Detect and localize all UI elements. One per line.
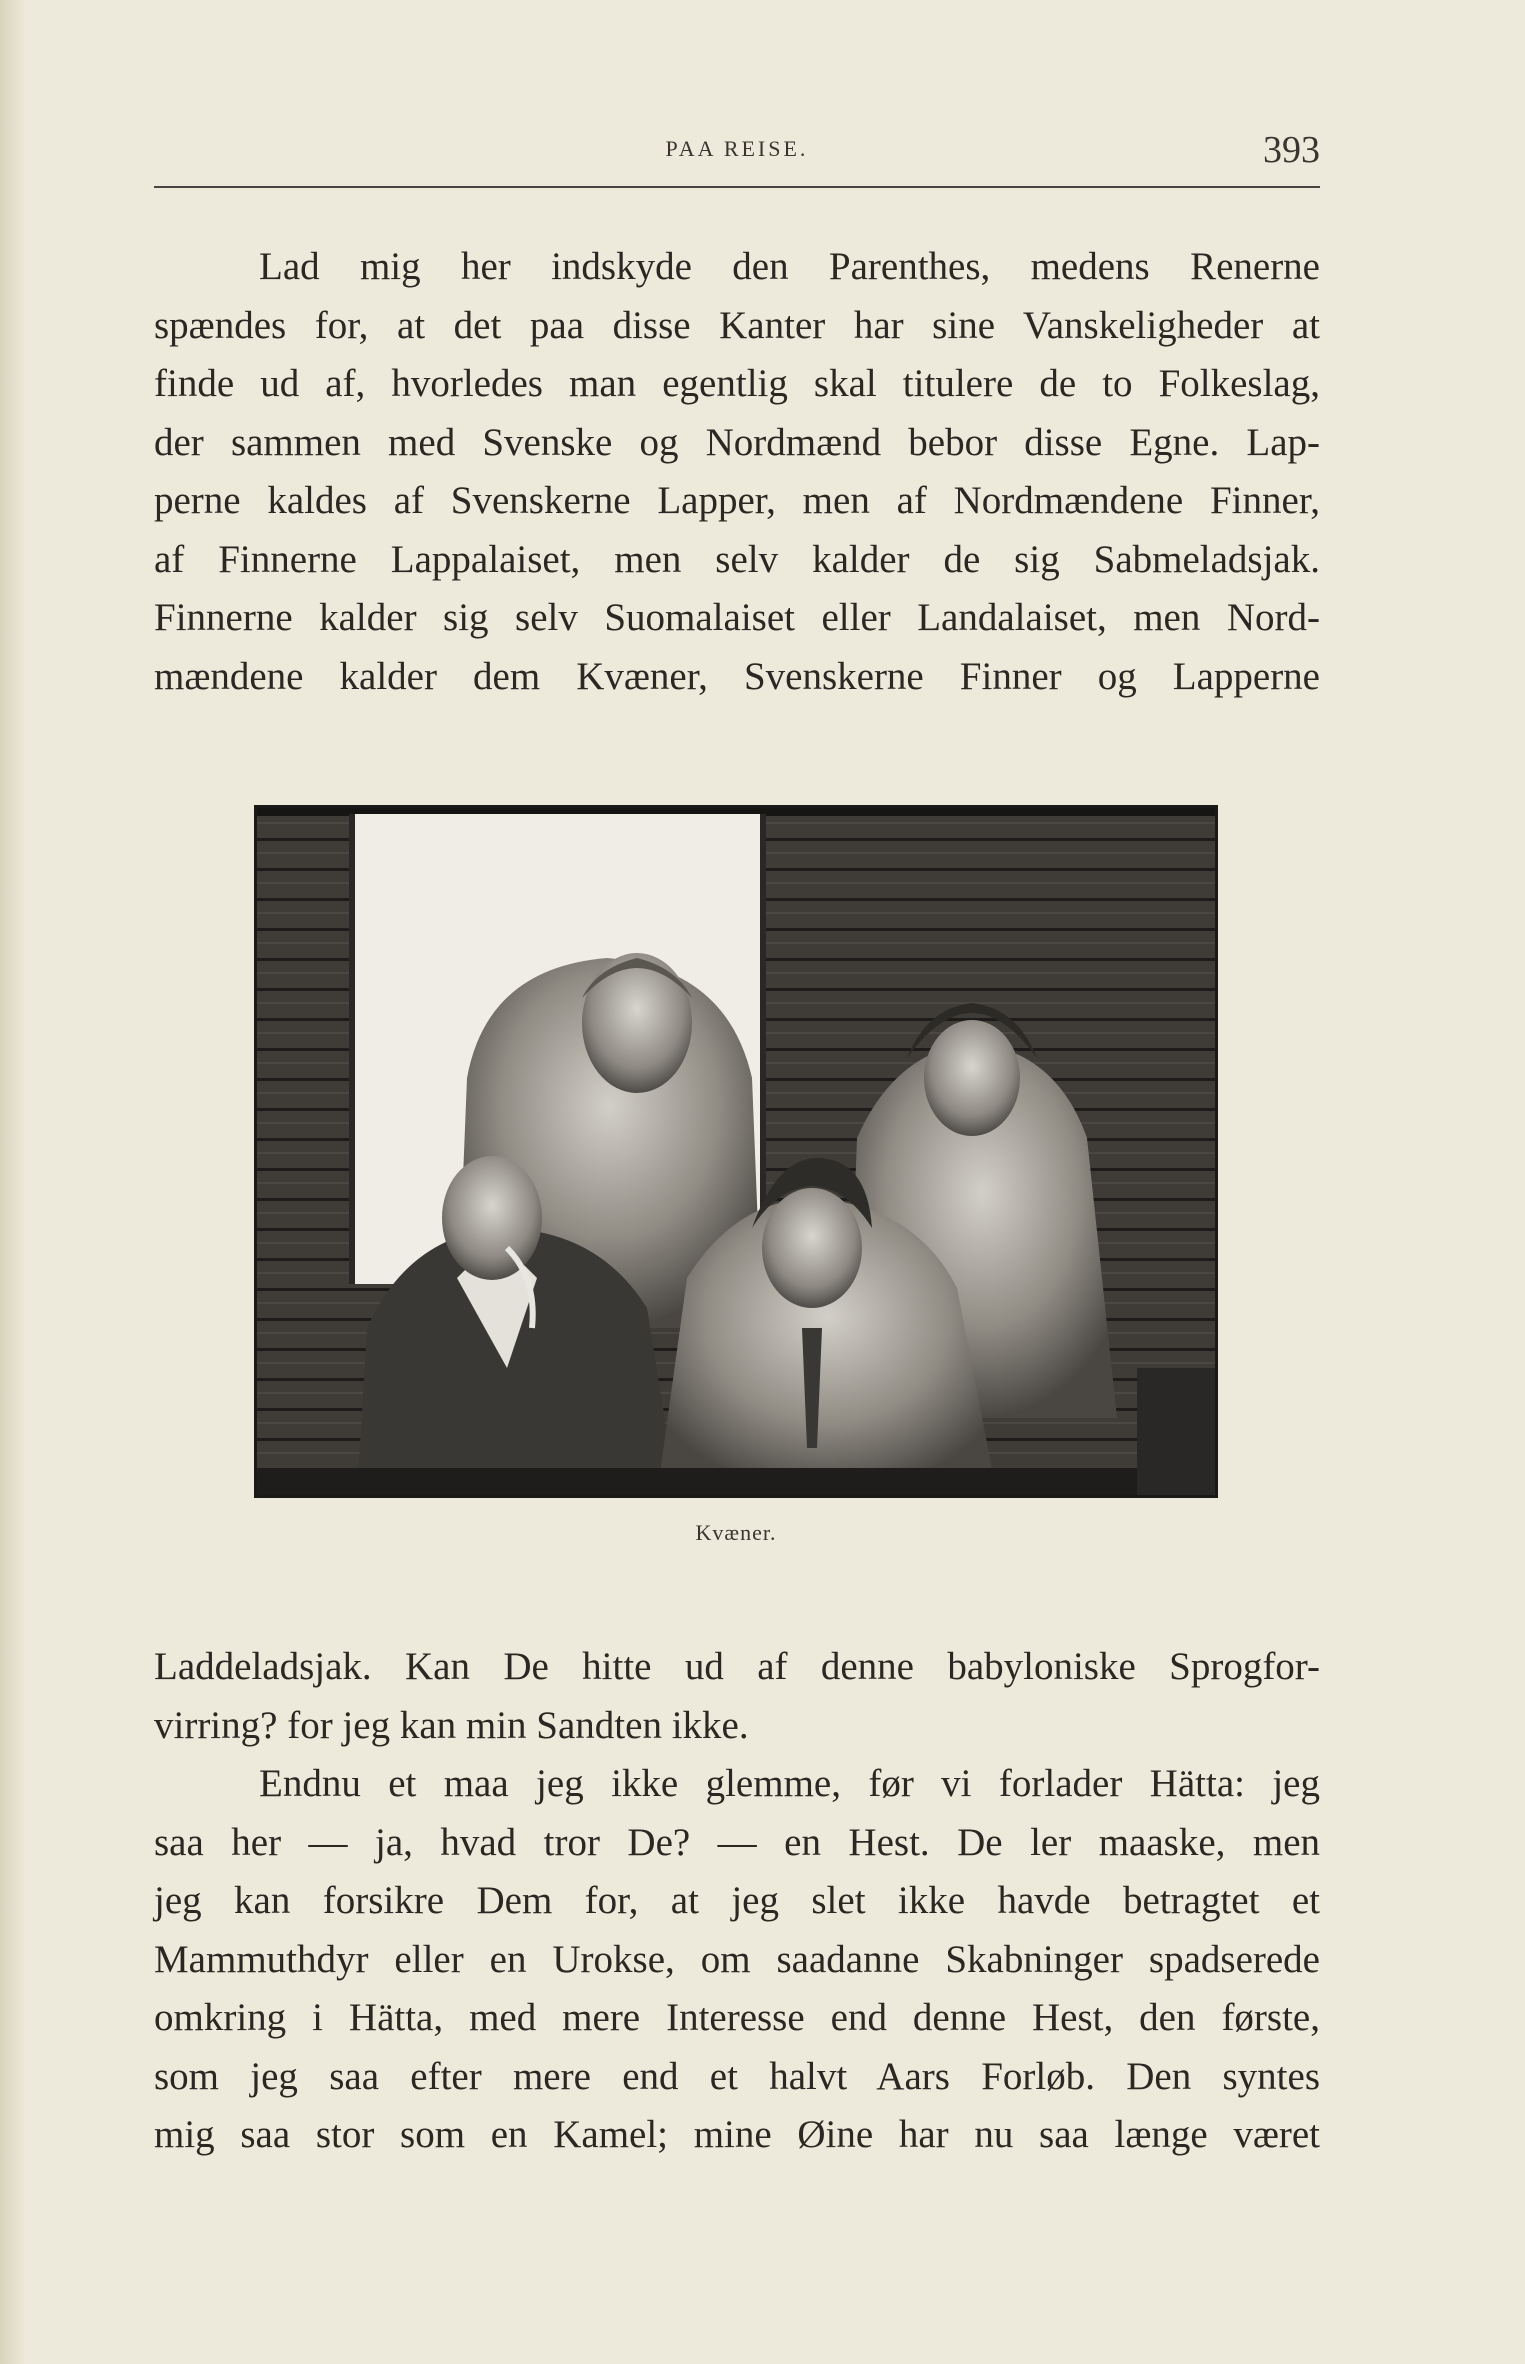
photo-illustration (257, 808, 1215, 1495)
text-line: spændes for, at det paa disse Kanter har sine Vanskeligheder at (154, 303, 1320, 347)
paragraph-continuation-and-2 (154, 1638, 1320, 2165)
figure (254, 805, 1218, 1545)
running-title: PAA REISE. (665, 136, 809, 161)
text-line: finde ud af, hvorledes man egentlig skal titulere de to Folkeslag, (154, 362, 1320, 405)
page-edge-shadow (0, 0, 26, 2364)
text-line: Mammuthdyr eller en Urokse, om saadanne Skabninger spadserede (154, 1937, 1320, 1981)
text-line: jeg kan forsikre Dem for, at jeg slet ikke havde betragtet et (154, 1879, 1320, 1922)
text-line: Lad mig her indskyde den Parenthes, medens Renerne (259, 245, 1320, 288)
text-line: mændene kalder dem Kvæner, Svenskerne Finner og Lapperne (154, 654, 1320, 698)
figure-caption: Kvæner. (695, 1520, 777, 1545)
running-header (154, 128, 1320, 172)
text-line: der sammen med Svenske og Nordmænd bebor disse Egne. Lap- (154, 420, 1320, 464)
text-line: omkring i Hätta, med mere Interesse end denne Hest, den første, (154, 1996, 1320, 2039)
header-rule (154, 186, 1320, 188)
text-line: Endnu et maa jeg ikke glemme, før vi forlader Hätta: jeg (259, 1762, 1320, 1805)
text-line: af Finnerne Lappalaiset, men selv kalder de sig Sabmeladsjak. (154, 537, 1320, 581)
page-number: 393 (1263, 129, 1320, 171)
text-line: Finnerne kalder sig selv Suomalaiset eller Landalaiset, men Nord- (154, 596, 1320, 639)
text-line: mig saa stor som en Kamel; mine Øine har nu saa længe været (154, 2113, 1320, 2156)
photograph-four-men-in-furs (254, 805, 1218, 1498)
text-line: saa her — ja, hvad tror De? — en Hest. De ler maaske, men (154, 1820, 1320, 1864)
text-line: virring? for jeg kan min Sandten ikke. (154, 1703, 749, 1747)
text-line: Laddeladsjak. Kan De hitte ud af denne babyloniske Sprogfor- (154, 1645, 1320, 1688)
text-line: som jeg saa efter mere end et halvt Aars Forløb. Den syntes (154, 2054, 1320, 2098)
paragraph-1 (154, 238, 1320, 706)
text-line: perne kaldes af Svenskerne Lapper, men af Nordmændene Finner, (154, 479, 1320, 522)
